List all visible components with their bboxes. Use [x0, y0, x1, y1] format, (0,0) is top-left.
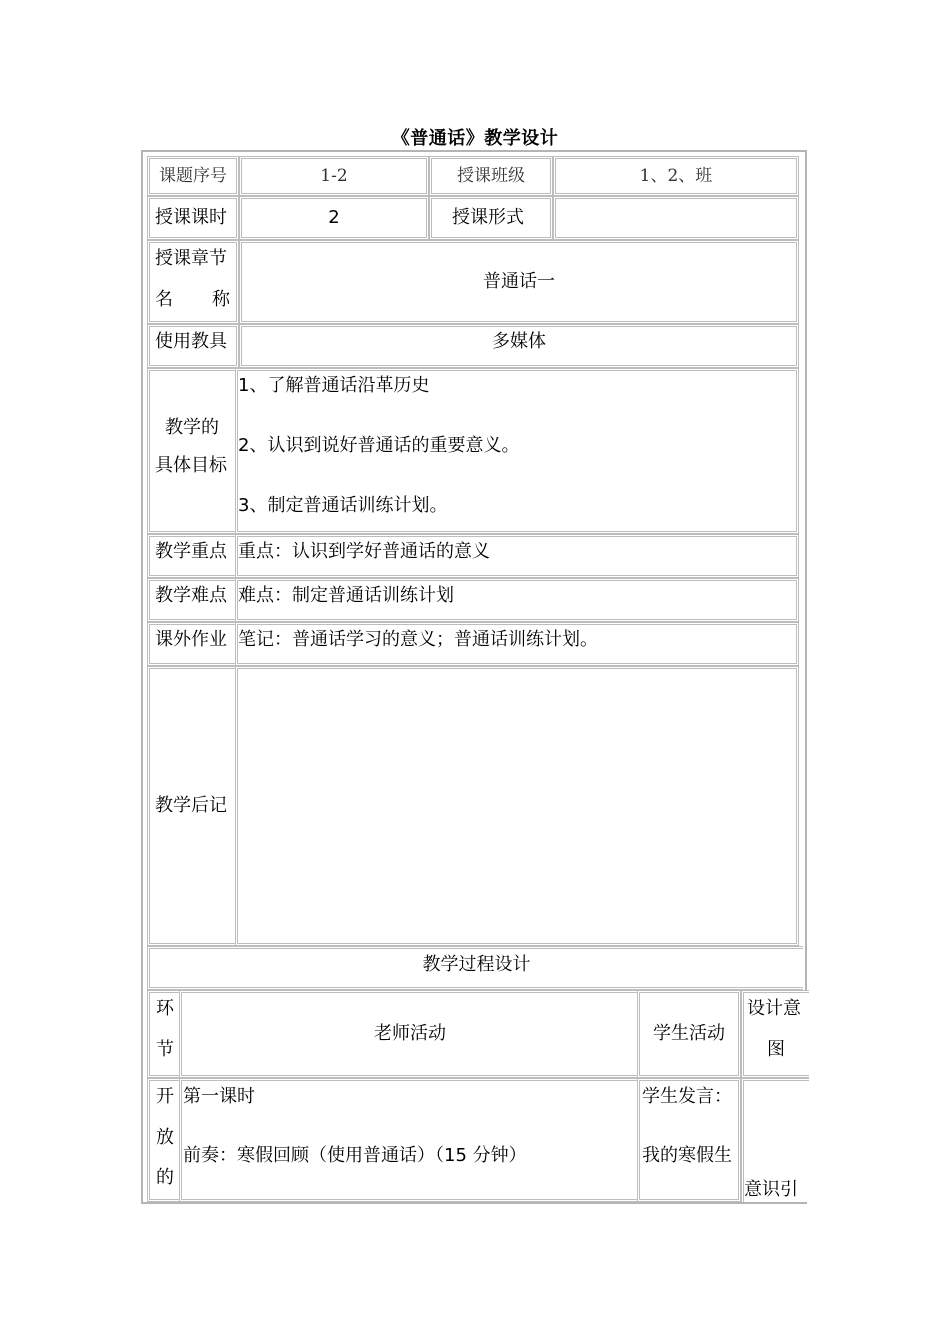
process-student-header: 学生活动: [637, 990, 741, 1078]
form-label: 授课形式: [429, 196, 553, 240]
row1-stage-line1: 开: [156, 1086, 174, 1107]
homework-value: 笔记：普通话学习的意义；普通话训练计划。: [235, 622, 799, 666]
reflection-label: 教学后记: [147, 666, 239, 946]
stage-header-line2: 节: [156, 1039, 174, 1060]
lesson-plan-table: [141, 150, 807, 1204]
row1-stage-line3: 的: [156, 1167, 174, 1188]
reflection-value: [235, 666, 799, 946]
row1-teacher-line1: 第一课时: [183, 1086, 255, 1107]
chapter-label-line2b: 称: [212, 289, 230, 310]
process-row1-intent: [741, 1078, 809, 1202]
class-value: 1、2、班: [553, 156, 799, 196]
goals-value: [235, 368, 799, 534]
process-row1-stage: [147, 1078, 183, 1202]
tools-value: 多媒体: [239, 324, 799, 368]
row1-student-line1: 学生发言：: [642, 1086, 732, 1107]
difficulty-value: 难点：制定普通话训练计划: [235, 578, 799, 622]
process-row1-teacher: [179, 1078, 641, 1202]
goal-item-1: 1、了解普通话沿革历史: [238, 375, 430, 396]
goal-item-2: 2、认识到说好普通话的重要意义。: [238, 435, 520, 456]
process-stage-header: [147, 990, 183, 1078]
class-label: 授课班级: [429, 156, 553, 196]
row1-student-line2: 我的寒假生: [642, 1145, 732, 1166]
key-point-value: 重点：认识到学好普通话的意义: [235, 534, 799, 578]
row1-teacher-line2: 前奏：寒假回顾（使用普通话）（15 分钟）: [183, 1145, 527, 1166]
document-title: 《普通话》教学设计: [391, 128, 559, 149]
goals-label-line1: 教学的: [165, 417, 219, 438]
hours-value: 2: [239, 196, 429, 240]
key-point-label: 教学重点: [147, 534, 239, 578]
tools-label: 使用教具: [147, 324, 239, 368]
goal-item-3: 3、制定普通话训练计划。: [238, 495, 448, 516]
form-value: [553, 196, 799, 240]
chapter-label-line1: 授课章节: [155, 248, 227, 269]
chapter-label: [147, 240, 239, 324]
lesson-no-value: 1-2: [239, 156, 429, 196]
row1-stage-line2: 放: [156, 1127, 174, 1148]
homework-label: 课外作业: [147, 622, 239, 666]
intent-header-line1: 设计意: [747, 998, 801, 1019]
chapter-value: 普通话一: [239, 240, 799, 324]
process-teacher-header: 老师活动: [179, 990, 641, 1078]
process-heading: 教学过程设计: [147, 946, 803, 990]
goals-label: [147, 368, 239, 534]
row1-intent: 意识引: [744, 1179, 798, 1200]
hours-label: 授课课时: [147, 196, 239, 240]
process-row1-student: [637, 1078, 741, 1202]
lesson-no-label: 课题序号: [147, 156, 239, 196]
process-intent-header: [741, 990, 809, 1078]
chapter-label-line2a: 名: [155, 289, 173, 310]
intent-header-line2: 图: [767, 1039, 785, 1060]
stage-header-line1: 环: [156, 998, 174, 1019]
goals-label-line2: 具体目标: [155, 455, 227, 476]
difficulty-label: 教学难点: [147, 578, 239, 622]
